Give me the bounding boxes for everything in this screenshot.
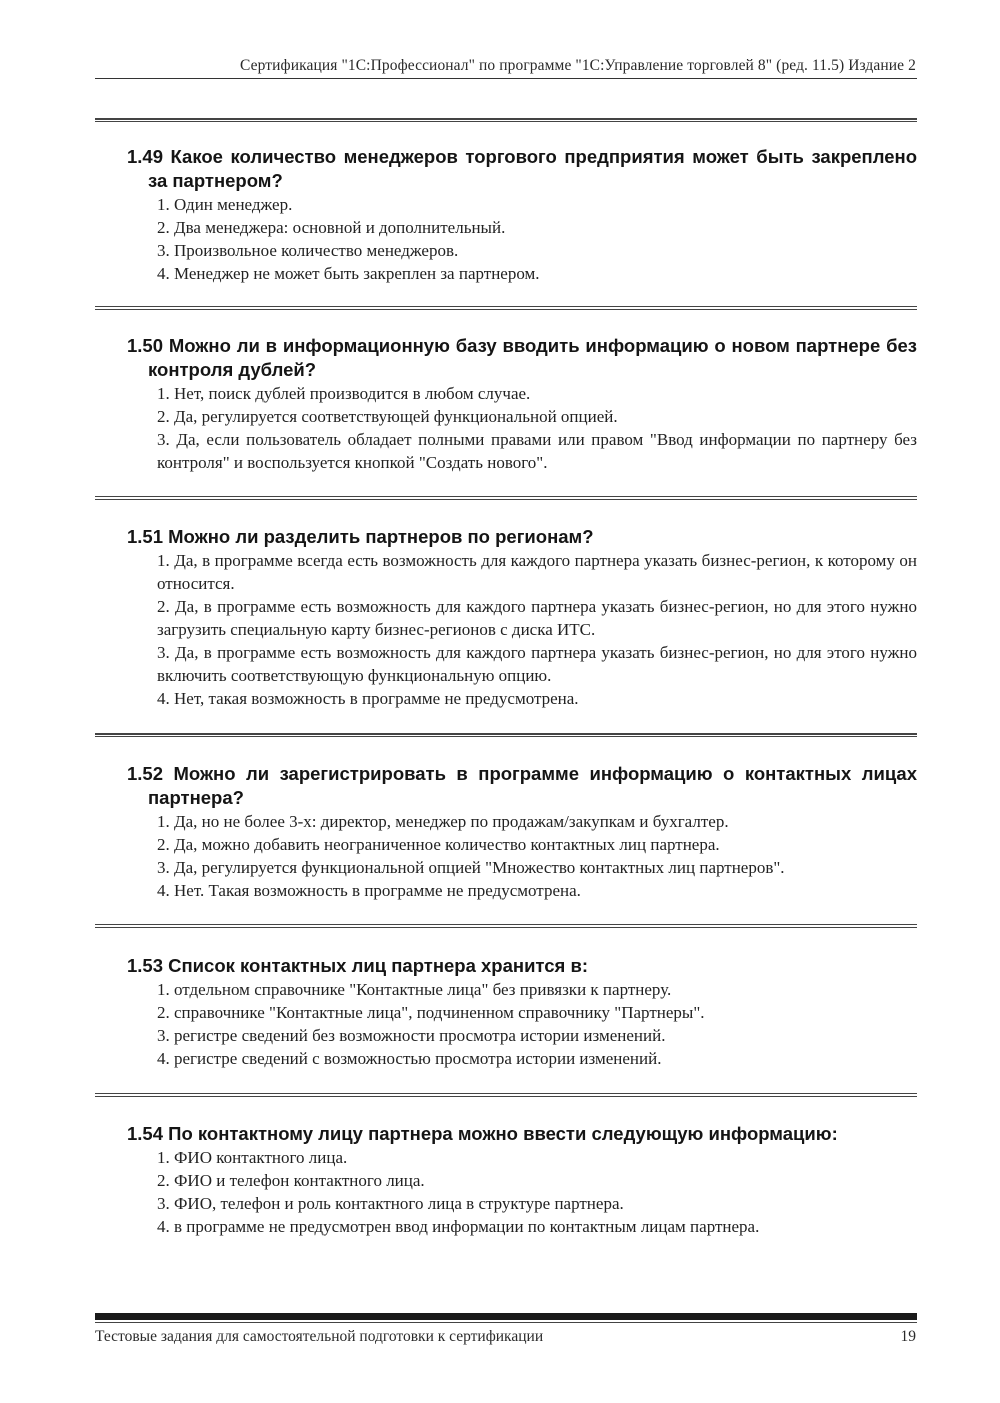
answer-option: 2. ФИО и телефон контактного лица. xyxy=(157,1171,425,1190)
answer-option: 3. Да, регулируется функциональной опцией "Множество контактных лиц партнеров". xyxy=(157,858,785,877)
question-1-51 xyxy=(127,525,917,710)
answer-option: 1. Один менеджер. xyxy=(157,195,293,214)
answer-option: 1. Нет, поиск дублей производится в любом случае. xyxy=(157,384,531,403)
section-separator xyxy=(95,306,917,310)
answer-option: 2. Два менеджера: основной и дополнительный. xyxy=(157,218,506,237)
answer-option: 2. Да, можно добавить неограниченное количество контактных лиц партнера. xyxy=(157,835,720,854)
footer-rule-thin xyxy=(95,1322,917,1323)
question-1-52 xyxy=(127,762,917,902)
answer-option: 4. в программе не предусмотрен ввод информации по контактным лицам партнера. xyxy=(157,1217,760,1236)
question-1-53 xyxy=(127,954,917,1070)
question-title: 1.54 По контактному лицу партнера можно ввести следующую информацию: xyxy=(127,1123,838,1144)
header-rule xyxy=(95,78,917,79)
answer-option: 2. Да, в программе есть возможность для каждого партнера указать бизнес-регион, но для этого нужно загрузить специальную карту бизнес-регионов с диска ИТС. xyxy=(157,597,917,639)
header-title: Сертификация "1С:Профессионал" по программе "1С:Управление торговлей 8" (ред. 11.5) Издание 2 xyxy=(240,57,916,74)
section-separator xyxy=(95,1093,917,1097)
answer-option: 3. Да, в программе есть возможность для каждого партнера указать бизнес-регион, но для этого нужно включить соответствующую функциональную опцию. xyxy=(157,643,917,685)
question-title: 1.49 Какое количество менеджеров торгового предприятия может быть закреплено за партнером? xyxy=(127,146,917,191)
page-number: 19 xyxy=(900,1328,916,1345)
footer-rule-thick xyxy=(95,1313,917,1320)
answer-option: 3. Да, если пользователь обладает полными правами или правом "Ввод информации по партнеру без контроля" и воспользуется кнопкой "Создать нового". xyxy=(157,430,917,472)
answer-option: 1. Да, но не более 3-х: директор, менеджер по продажам/закупкам и бухгалтер. xyxy=(157,812,729,831)
question-1-49 xyxy=(127,145,917,285)
section-separator xyxy=(95,118,917,122)
answer-option: 3. ФИО, телефон и роль контактного лица в структуре партнера. xyxy=(157,1194,624,1213)
answer-list xyxy=(127,549,917,710)
section-separator xyxy=(95,496,917,500)
answer-option: 3. Произвольное количество менеджеров. xyxy=(157,241,459,260)
answer-option: 2. справочнике "Контактные лица", подчиненном справочнику "Партнеры". xyxy=(157,1003,705,1022)
answer-list xyxy=(127,1146,917,1238)
section-separator xyxy=(95,733,917,737)
question-title: 1.53 Список контактных лиц партнера хранится в: xyxy=(127,955,589,976)
answer-list xyxy=(127,978,917,1070)
answer-option: 4. регистре сведений с возможностью просмотра истории изменений. xyxy=(157,1049,662,1068)
footer-text: Тестовые задания для самостоятельной подготовки к сертификации xyxy=(95,1328,544,1345)
answer-option: 4. Менеджер не может быть закреплен за партнером. xyxy=(157,264,540,283)
question-1-54 xyxy=(127,1122,917,1238)
answer-option: 1. отдельном справочнике "Контактные лица" без привязки к партнеру. xyxy=(157,980,672,999)
answer-option: 1. ФИО контактного лица. xyxy=(157,1148,348,1167)
answer-option: 2. Да, регулируется соответствующей функциональной опцией. xyxy=(157,407,618,426)
answer-option: 1. Да, в программе всегда есть возможность для каждого партнера указать бизнес-регион, к которому он относится. xyxy=(157,551,917,593)
answer-list xyxy=(127,382,917,474)
answer-option: 3. регистре сведений без возможности просмотра истории изменений. xyxy=(157,1026,666,1045)
question-1-50 xyxy=(127,334,917,474)
question-title: 1.50 Можно ли в информационную базу вводить информацию о новом партнере без контроля дублей? xyxy=(127,335,917,380)
question-title: 1.51 Можно ли разделить партнеров по регионам? xyxy=(127,526,594,547)
question-title: 1.52 Можно ли зарегистрировать в программе информацию о контактных лицах партнера? xyxy=(127,763,917,808)
answer-option: 4. Нет, такая возможность в программе не предусмотрена. xyxy=(157,689,579,708)
section-separator xyxy=(95,924,917,928)
answer-list xyxy=(127,810,917,902)
answer-option: 4. Нет. Такая возможность в программе не предусмотрена. xyxy=(157,881,581,900)
answer-list xyxy=(127,193,917,285)
